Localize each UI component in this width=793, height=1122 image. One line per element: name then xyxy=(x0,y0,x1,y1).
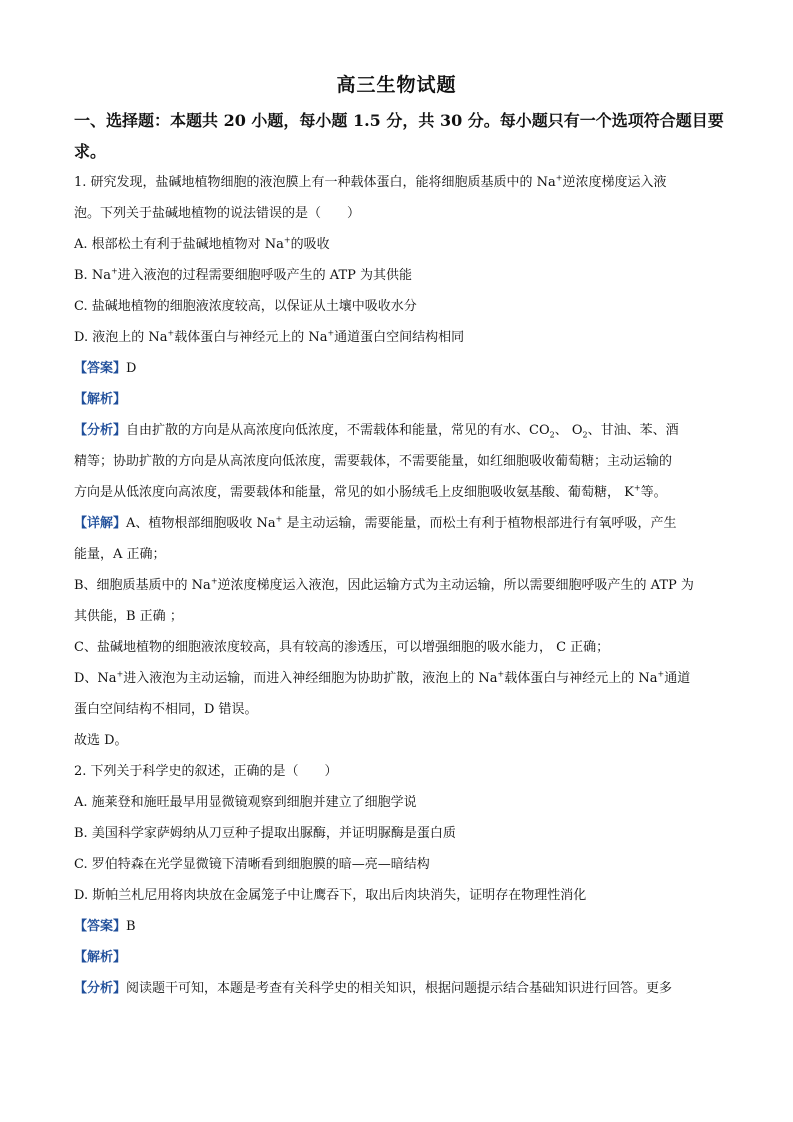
answer-tag: 【答案】 xyxy=(74,361,127,376)
q1-option-b: B. Na+进入液泡的过程需要细胞呼吸产生的 ATP 为其供能 xyxy=(74,266,413,283)
q1-answer xyxy=(74,353,724,384)
q2-stem: 2. 下列关于科学史的叙述，正确的是（ ） xyxy=(74,764,338,779)
section-heading-line-1: 一、选择题：本题共 20 小题，每小题 1.5 分，共 30 分。每小题只有一个选项符合题目要 xyxy=(74,111,724,130)
q2-option-c: C. 罗伯特森在光学显微镜下清晰看到细胞膜的暗—亮—暗结构 xyxy=(74,857,430,872)
q1-fenxi-line-1: 【分析】自由扩散的方向是从高浓度向低浓度，不需载体和能量，常见的有水、$CO_2$、 $O_2$、甘油、苯、酒 xyxy=(74,423,679,440)
q2-fenxi-line-1: 【分析】阅读题干可知，本题是考查有关科学史的相关知识，根据问题提示结合基础知识进行回答。更多 xyxy=(74,981,673,996)
q1-detail-line-7: 蛋白空间结构不相同，D 错误。 xyxy=(74,702,258,717)
q2-analysis-heading xyxy=(74,942,724,973)
q2-option-d: D. 斯帕兰札尼用将肉块放在金属笼子中让鹰吞下，取出后肉块消失，证明存在物理性消化 xyxy=(74,888,587,903)
fenxi-tag: 【分析】 xyxy=(74,423,127,438)
q1-stem-line-2: 泡。下列关于盐碱地植物的说法错误的是（ ） xyxy=(74,206,361,221)
q1-stem-line-1: 1. 研究发现，盐碱地植物细胞的液泡膜上有一种载体蛋白，能将细胞质基质中的 Na+逆浓度梯度运入液 xyxy=(74,173,667,190)
q1-option-c: C. 盐碱地植物的细胞液浓度较高，以保证从土壤中吸收水分 xyxy=(74,299,417,314)
q2-option-b: B. 美国科学家萨姆纳从刀豆种子提取出脲酶，并证明脲酶是蛋白质 xyxy=(74,826,456,841)
analysis-tag: 【解析】 xyxy=(74,392,127,407)
answer-value: D xyxy=(126,361,137,376)
q1-option-a: A. 根部松土有利于盐碱地植物对 Na+的吸收 xyxy=(74,235,330,252)
fenxi-tag: 【分析】 xyxy=(74,981,127,996)
q2-answer xyxy=(74,911,724,942)
detail-tag: 【详解】 xyxy=(74,516,127,531)
page-title: 高三生物试题 xyxy=(336,74,457,96)
q1-detail-line-3: B、细胞质基质中的 Na+逆浓度梯度运入液泡，因此运输方式为主动运输，所以需要细胞呼吸产生的 ATP 为 xyxy=(74,576,694,593)
q1-fenxi-line-2: 精等；协助扩散的方向是从高浓度向低浓度，需要载体，不需要能量，如红细胞吸收葡萄糖；主动运输的 xyxy=(74,454,673,469)
q1-detail-line-1: 【详解】A、植物根部细胞吸收 Na+ 是主动运输，需要能量，而松土有利于植物根部进行有氧呼吸，产生 xyxy=(74,514,677,531)
q1-detail-line-6: D、Na+进入液泡为主动运输，而进入神经细胞为协助扩散，液泡上的 Na+载体蛋白与神经元上的 Na+通道 xyxy=(74,669,691,686)
q1-conclusion: 故选 D。 xyxy=(74,733,128,748)
analysis-tag: 【解析】 xyxy=(74,950,127,965)
section-heading-line-2: 求。 xyxy=(74,142,107,161)
answer-tag: 【答案】 xyxy=(74,919,127,934)
q1-option-d: D. 液泡上的 Na+载体蛋白与神经元上的 Na+通道蛋白空间结构相同 xyxy=(74,328,465,345)
q1-detail-line-4: 其供能，B 正确 ； xyxy=(74,609,183,624)
q1-analysis-heading xyxy=(74,384,724,415)
question-content xyxy=(74,167,724,1004)
q2-option-a: A. 施莱登和施旺最早用显微镜观察到细胞并建立了细胞学说 xyxy=(74,795,417,810)
answer-value: B xyxy=(126,919,136,934)
q1-detail-line-5: C、盐碱地植物的细胞液浓度较高，具有较高的渗透压，可以增强细胞的吸水能力， C 正确； xyxy=(74,640,610,655)
q1-fenxi-line-3: 方向是从低浓度向高浓度，需要载体和能量，常见的如小肠绒毛上皮细胞吸收氨基酸、葡萄糖， K+等。 xyxy=(74,483,667,500)
section-heading xyxy=(74,105,724,167)
q1-detail-line-2: 能量，A 正确； xyxy=(74,547,166,562)
